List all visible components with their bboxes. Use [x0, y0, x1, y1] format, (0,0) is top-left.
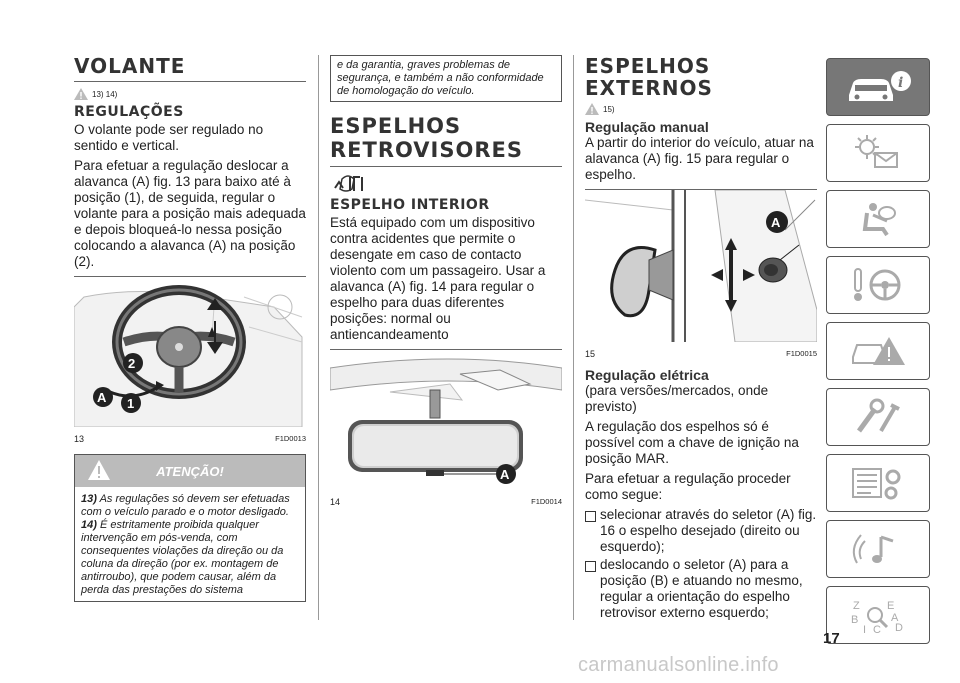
tab-specs[interactable] — [826, 454, 930, 512]
label-a: A — [771, 215, 781, 230]
svg-text:D: D — [895, 622, 903, 634]
svg-text:A: A — [891, 612, 899, 624]
tab-multimedia[interactable] — [826, 520, 930, 578]
section-title-espelhos-externos: ESPELHOS EXTERNOS — [585, 54, 713, 100]
paragraph: A regulação dos espelhos só é possível com a chave de ignição na posição MAR. — [585, 419, 799, 466]
tab-emergency[interactable] — [826, 322, 930, 380]
section-title-espelhos: ESPELHOS — [330, 114, 462, 138]
list-item: deslocando o seletor (A) para a posição (B) e atuando no mesmo, regular a orientação do espelho retrovisor externo esquerdo; — [585, 557, 817, 621]
figure-14 — [330, 349, 562, 507]
warning-refs: 15) — [585, 103, 817, 115]
paragraph: Para efetuar a regulação deslocar a alavanca (A) fig. 13 para baixo até à posição (1), de seguida, regular o volante para a posição mais adequada e depois bloqueá-lo nessa posição colocando a alavanca (A) na posição (2). — [74, 158, 306, 269]
page-number: 17 — [823, 630, 840, 647]
warning-header — [75, 455, 305, 487]
specs-gear-icon — [843, 463, 913, 503]
svg-text:C: C — [873, 624, 881, 635]
figure-15 — [585, 189, 817, 359]
figure-number: 13 — [74, 434, 85, 444]
car-info-icon — [843, 67, 913, 107]
tab-safety[interactable] — [826, 190, 930, 248]
svg-text:I: I — [863, 624, 867, 635]
title-rule — [330, 166, 562, 167]
subtitle-regulacao-manual: Regulação manual — [585, 119, 709, 135]
bullet-square-icon — [585, 561, 596, 572]
service-tools-icon — [843, 397, 913, 437]
paragraph: (para versões/mercados, onde previsto) — [585, 383, 769, 414]
label-a: A — [500, 467, 510, 482]
svg-text:i: i — [898, 75, 904, 91]
subtitle-regulacoes: REGULAÇÕES — [74, 104, 184, 120]
paragraph: Está equipado com um dispositivo contra acidentes que permite o desengate em caso de contacto violento com um passageiro. Usar a alavanca (A) fig. 14 para regular o espelho para duas diferentes posições: normal ou antiencandeamento — [330, 215, 546, 342]
subtitle-espelho-interior: ESPELHO INTERIOR — [330, 197, 490, 213]
figure-caption — [74, 434, 306, 444]
chapter-tabs — [826, 58, 956, 652]
steering-start-icon — [843, 265, 913, 305]
watermark: carmanualsonline.info — [578, 654, 779, 676]
figure-code: F1D0014 — [531, 497, 562, 506]
warning-box — [74, 454, 306, 602]
figure-number: 14 — [330, 497, 341, 507]
warning-text: 13) As regulações só devem ser efetuadas com o veículo parado e o motor desligado. 14) É estritamente proibida qualquer intervenção em pós-venda, com consequentes violações da direção ou da coluna da direção (por ex. montagem de antirroubo), que podem causar, além da perda das prestações do sistema — [81, 493, 290, 596]
column-divider — [573, 55, 574, 620]
warning-continued: e da garantia, graves problemas de segurança, e também a não conformidade de homologação do veículo. — [330, 55, 562, 102]
paragraph: O volante pode ser regulado no sentido e vertical. — [74, 122, 264, 153]
airbag-seat-icon — [843, 199, 913, 239]
multimedia-icon — [843, 529, 913, 569]
tab-maintenance[interactable] — [826, 388, 930, 446]
tab-car-info[interactable] — [826, 58, 930, 116]
figure-caption — [585, 349, 817, 359]
label-a: A — [97, 390, 107, 405]
warning-triangle-icon — [585, 103, 599, 115]
figure-code: F1D0013 — [275, 434, 306, 443]
warning-refs: 13) 14) — [74, 88, 306, 100]
label-1: 1 — [127, 396, 135, 411]
figure-13 — [74, 276, 306, 444]
svg-text:E: E — [887, 600, 895, 612]
svg-text:Z: Z — [853, 600, 860, 612]
column-2 — [330, 55, 562, 509]
emergency-icon — [843, 331, 913, 371]
list-item: selecionar através do seletor (A) fig. 16 o espelho desejado (direito ou esquerdo); — [585, 507, 817, 555]
svg-text:B: B — [851, 614, 859, 626]
tab-warning-lights[interactable] — [826, 124, 930, 182]
column-1 — [74, 55, 306, 602]
warning-heading: ATENÇÃO! — [156, 463, 224, 479]
warning-triangle-icon — [74, 88, 88, 100]
figure-number: 15 — [585, 349, 596, 359]
paragraph: Para efetuar a regulação proceder como segue: — [585, 471, 791, 502]
title-rule — [74, 81, 306, 82]
exterior-mirror-illustration — [585, 190, 817, 342]
column-divider — [318, 55, 319, 620]
section-title-retrovisores: RETROVISORES — [330, 138, 523, 162]
figure-caption — [330, 497, 562, 507]
label-2: 2 — [128, 356, 136, 371]
tab-starting[interactable] — [826, 256, 930, 314]
warning-triangle-icon — [87, 459, 111, 481]
bullet-square-icon — [585, 511, 596, 522]
warning-lights-icon — [843, 133, 913, 173]
tab-index[interactable] — [826, 586, 930, 644]
index-az-icon — [843, 595, 913, 635]
column-3 — [585, 55, 817, 623]
paragraph: A partir do interior do veículo, atuar na alavanca (A) fig. 15 para regular o espelho. — [585, 135, 814, 182]
interior-mirror-illustration — [330, 350, 562, 490]
subtitle-regulacao-eletrica: Regulação elétrica — [585, 367, 709, 383]
figure-code: F1D0015 — [786, 349, 817, 358]
section-title-volante: VOLANTE — [74, 54, 186, 78]
mirror-symbol-icon — [332, 173, 372, 195]
steering-wheel-illustration — [74, 277, 306, 427]
